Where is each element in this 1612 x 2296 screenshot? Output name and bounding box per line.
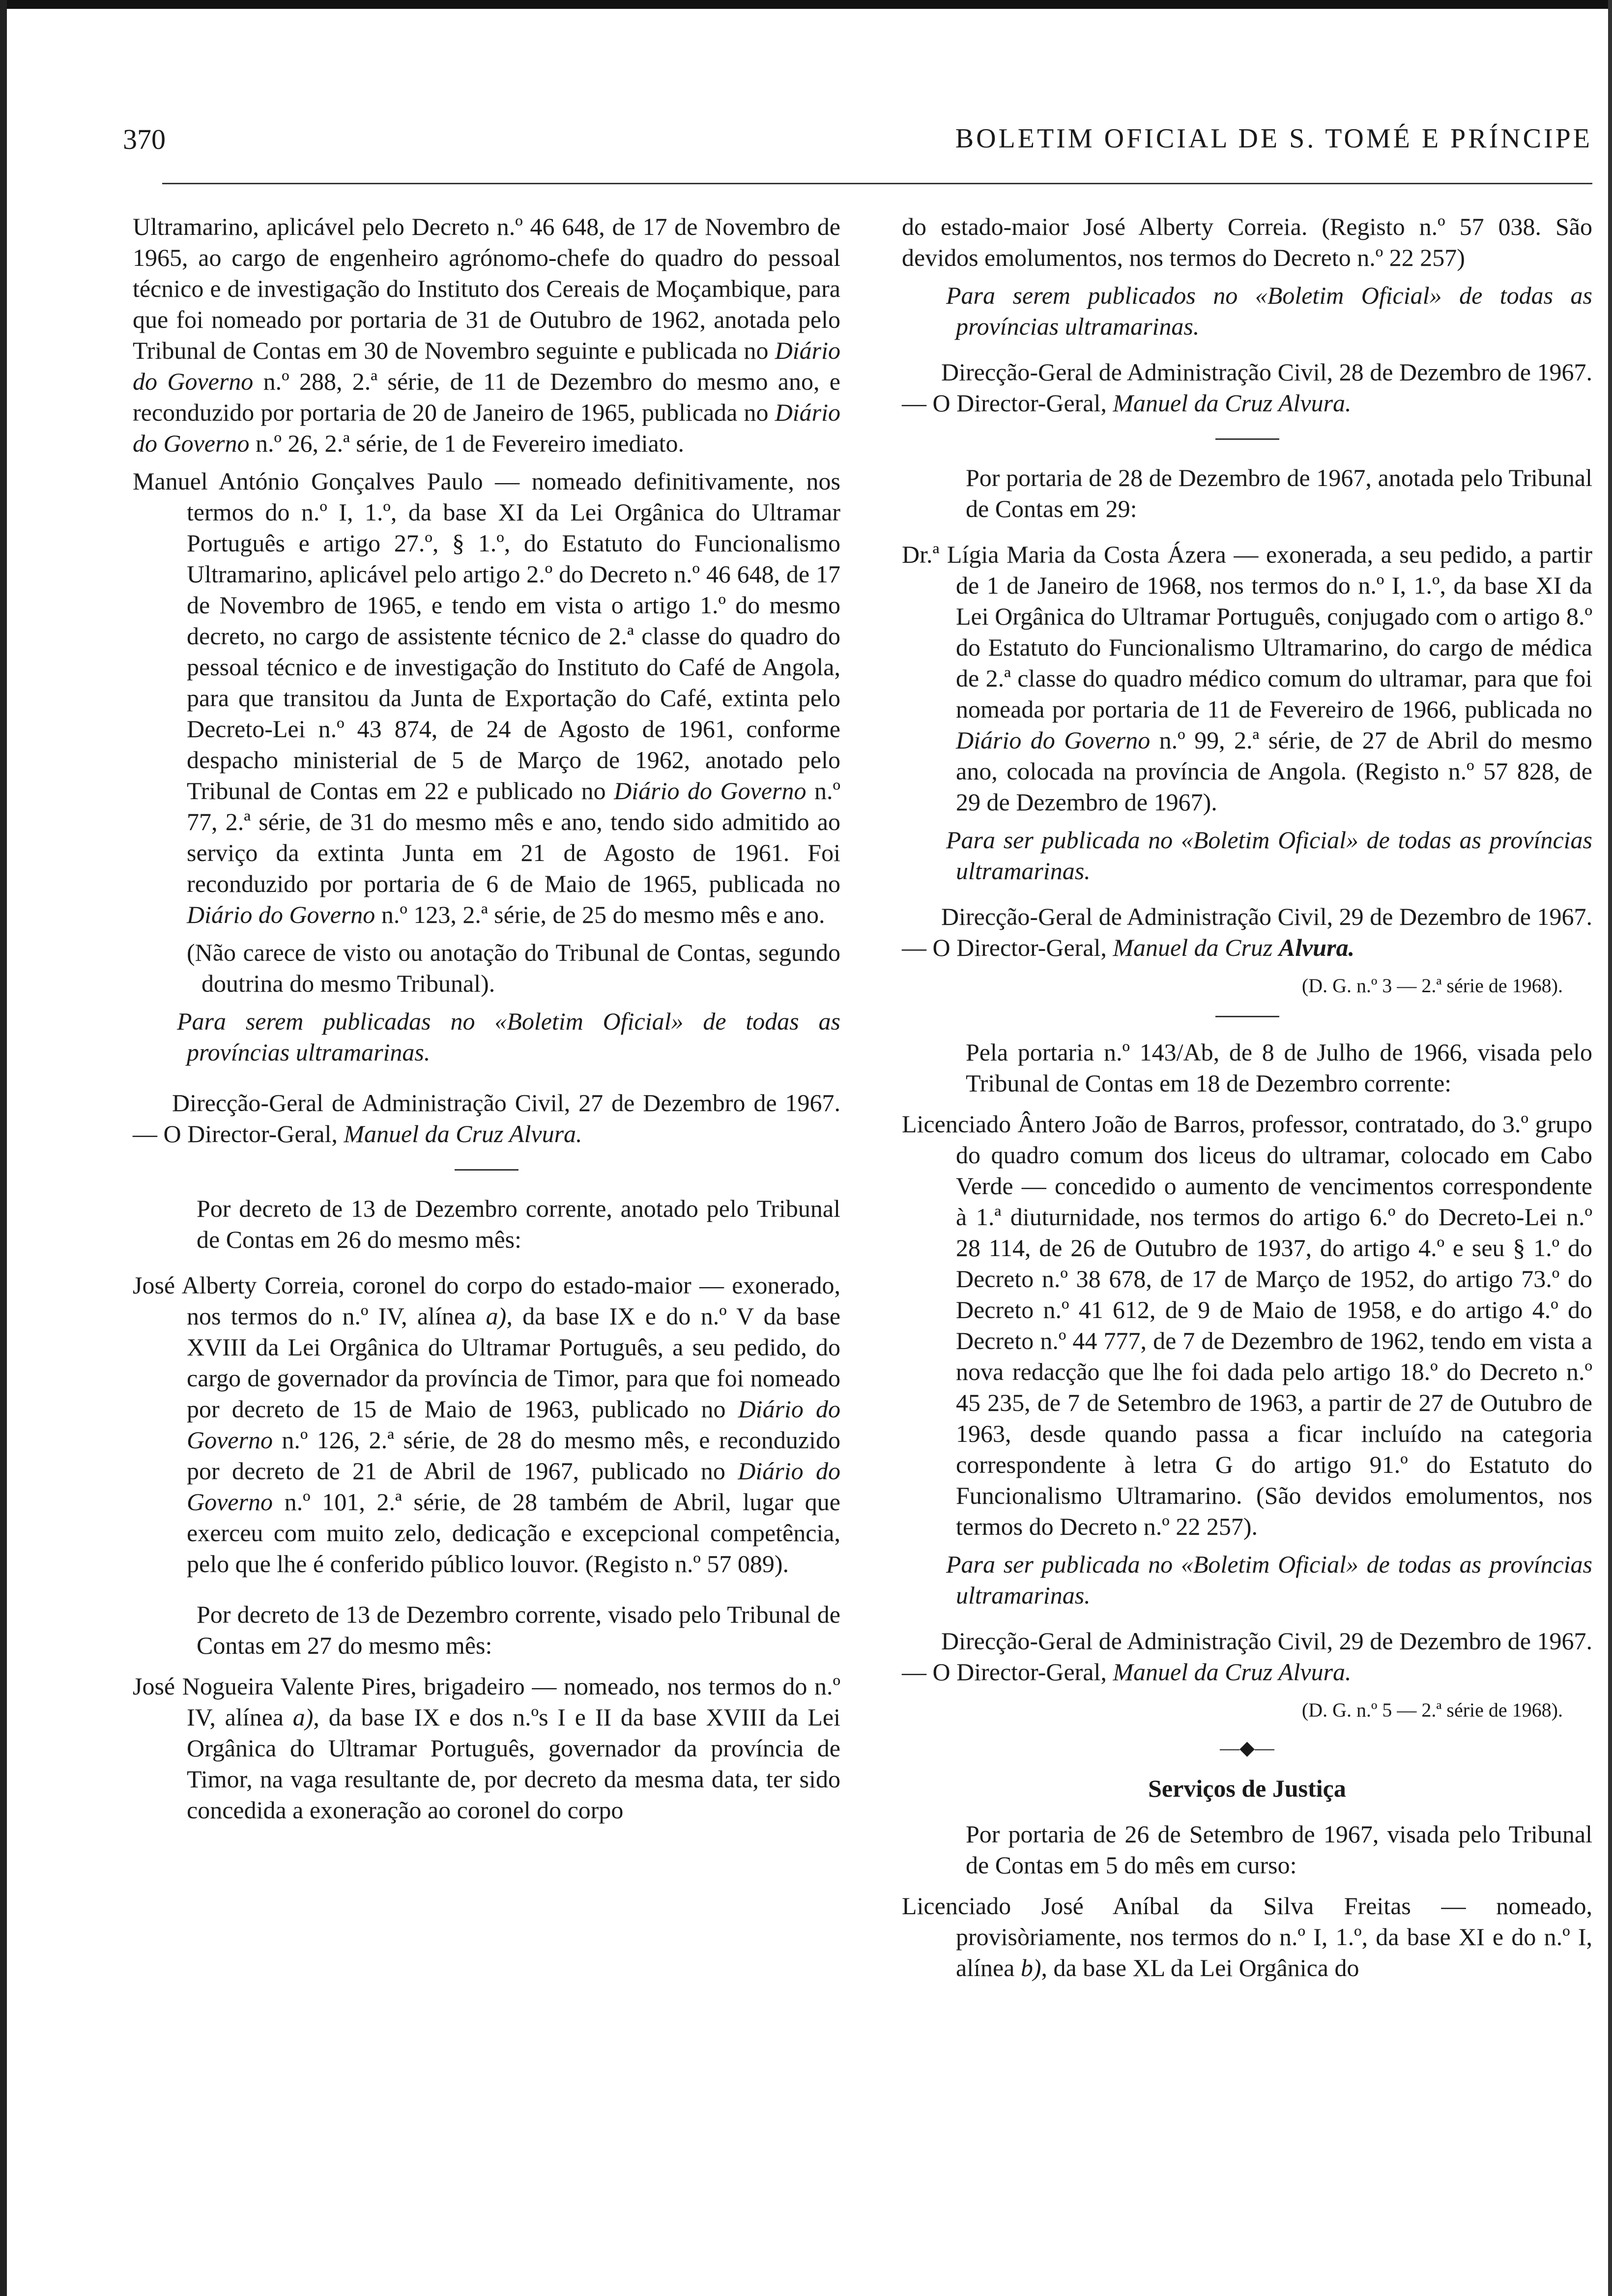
appointment-entry: José Nogueira Valente Pires, brigadeiro — nomeado, nos termos do n.º IV, alínea a), da base IX e dos n.ºs I e II da base XVIII da Lei Orgânica do Ultramar Português, governador da província de Timor, na vaga resultante de, por decreto da mesma data, ter sido concedida a exoneração ao coronel do corpo <box>133 1672 840 1824</box>
paragraph: do estado-maior José Alberty Correia. (Registo n.º 57 038. São devidos emolumentos, nos termos do Decreto n.º 22 257) <box>902 213 1592 271</box>
intro-paragraph: Por portaria de 28 de Dezembro de 1967, anotada pelo Tribunal de Contas em 29: <box>966 464 1592 522</box>
publication-note: Para ser publicada no «Boletim Oficial» de todas as províncias ultramarinas. <box>946 826 1592 885</box>
left-column <box>133 211 840 1833</box>
intro-paragraph: Por decreto de 13 de Dezembro corrente, visado pelo Tribunal de Contas em 27 do mesmo mês: <box>197 1601 840 1659</box>
signature-line: Direcção-Geral de Administração Civil, 29 de Dezembro de 1967. — O Director-Geral, Manuel da Cruz Alvura. <box>902 903 1592 961</box>
right-column <box>902 211 1592 1990</box>
publication-note: Para ser publicada no «Boletim Oficial» de todas as províncias ultramarinas. <box>946 1550 1592 1609</box>
appointment-entry: Manuel António Gonçalves Paulo — nomeado definitivamente, nos termos do n.º I, 1.º, da base XI da Lei Orgânica do Ultramar Português e artigo 27.º, § 1.º, do Estatuto do Funcionalismo Ultramarino, aplicável pelo artigo 2.º do Decreto n.º 46 648, de 17 de Novembro de 1965, e tendo em vista o artigo 1.º do mesmo decreto, no cargo de assistente técnico de 2.ª classe do quadro do pessoal técnico e de investigação do Instituto do Café de Angola, para que transitou da Junta de Exportação do Café, extinta pelo Decreto-Lei n.º 43 874, de 24 de Agosto de 1961, conforme despacho ministerial de 5 de Março de 1962, anotado pelo Tribunal de Contas em 22 e publicado no Diário do Governo n.º 77, 2.ª série, de 31 do mesmo mês e ano, tendo sido admitido ao serviço da extinta Junta em 21 de Agosto de 1961. Foi reconduzido por portaria de 6 de Maio de 1965, publicada no Diário do Governo n.º 123, 2.ª série, de 25 do mesmo mês e ano. <box>133 467 840 928</box>
dg-reference: (D. G. n.º 3 — 2.ª série de 1968). <box>1301 975 1563 997</box>
intro-paragraph: Por decreto de 13 de Dezembro corrente, anotado pelo Tribunal de Contas em 26 do mesmo mês: <box>197 1195 840 1253</box>
salary-entry: Licenciado Ântero João de Barros, professor, contratado, do 3.º grupo do quadro comum dos liceus do ultramar, colocado em Cabo Verde — concedido o aumento de vencimentos correspondente à 1.ª diuturnidade, nos termos do artigo 6.º do Decreto-Lei n.º 28 114, de 26 de Outubro de 1937, do artigo 4.º e seu § 1.º do Decreto n.º 38 678, de 17 de Março de 1952, do artigo 73.º do Decreto n.º 41 612, de 9 de Maio de 1958, e do artigo 4.º do Decreto n.º 44 777, de 7 de Dezembro de 1962, tendo em vista a nova redacção que lhe foi dada pelo artigo 18.º do Decreto n.º 45 235, de 7 de Setembro de 1963, a partir de 27 de Outubro de 1963, desde quando passa a ficar incluído na categoria correspondente à letra G do artigo 91.º do Estatuto do Funcionalismo Ultramarino. (São devidos emolumentos, nos termos do Decreto n.º 22 257). <box>902 1110 1592 1540</box>
separator-rule <box>1215 438 1279 440</box>
note: (Não carece de visto ou anotação do Tribunal de Contas, segundo doutrina do mesmo Tribunal). <box>187 939 840 997</box>
page-number: 370 <box>123 123 166 155</box>
paragraph: Ultramarino, aplicável pelo Decreto n.º 46 648, de 17 de Novembro de 1965, ao cargo de engenheiro agrónomo-chefe do quadro do pessoal técnico e de investigação do Instituto dos Cereais de Moçambique, para que foi nomeado por portaria de 31 de Outubro de 1962, anotada pelo Tribunal de Contas em 30 de Novembro seguinte e publicada no Diário do Governo n.º 288, 2.ª série, de 11 de Dezembro do mesmo ano, e reconduzido por portaria de 20 de Janeiro de 1965, publicada no Diário do Governo n.º 26, 2.ª série, de 1 de Fevereiro imediato. <box>133 213 841 457</box>
intro-paragraph: Pela portaria n.º 143/Ab, de 8 de Julho de 1966, visada pelo Tribunal de Contas em 18 de Dezembro corrente: <box>966 1038 1592 1097</box>
publication-note: Para serem publicados no «Boletim Oficial» de todas as províncias ultramarinas. <box>946 282 1592 340</box>
running-head: BOLETIM OFICIAL DE S. TOMÉ E PRÍNCIPE <box>955 123 1592 154</box>
dg-reference: (D. G. n.º 5 — 2.ª série de 1968). <box>1301 1699 1563 1721</box>
scan-top-border <box>0 0 1612 9</box>
appointment-entry: José Alberty Correia, coronel do corpo do estado-maior — exonerado, nos termos do n.º IV, alínea a), da base IX e do n.º V da base XVIII da Lei Orgânica do Ultramar Português, a seu pedido, do cargo de governador da província de Timor, para que foi nomeado por decreto de 15 de Maio de 1963, publicado no Diário do Governo n.º 126, 2.ª série, de 28 do mesmo mês, e reconduzido por decreto de 21 de Abril de 1967, publicado no Diário do Governo n.º 101, 2.ª série, de 28 também de Abril, lugar que exerceu com muito zelo, dedicação e excepcional competência, pelo que lhe é conferido público louvor. (Registo n.º 57 089). <box>133 1271 841 1578</box>
signature-line: Direcção-Geral de Administração Civil, 29 de Dezembro de 1967. — O Director-Geral, Manuel da Cruz Alvura. <box>902 1627 1592 1686</box>
separator-rule <box>1215 1016 1279 1017</box>
section-title: Serviços de Justiça <box>1148 1775 1346 1802</box>
signature-line: Direcção-Geral de Administração Civil, 28 de Dezembro de 1967. — O Director-Geral, Manuel da Cruz Alvura. <box>902 358 1592 417</box>
signature-line: Direcção-Geral de Administração Civil, 27 de Dezembro de 1967. — O Director-Geral, Manuel da Cruz Alvura. <box>133 1089 840 1148</box>
publication-note: Para serem publicadas no «Boletim Oficial» de todas as províncias ultramarinas. <box>177 1007 840 1066</box>
scan-left-border <box>0 0 7 2296</box>
scan-right-border <box>1608 0 1612 2296</box>
page-header <box>123 123 1592 162</box>
exoneration-entry: Dr.ª Lígia Maria da Costa Ázera — exonerada, a seu pedido, a partir de 1 de Janeiro de 1968, nos termos do n.º I, 1.º, da base XI da Lei Orgânica do Ultramar Português, conjugado com o artigo 8.º do Estatuto do Funcionalismo Ultramarino, do cargo de médica de 2.ª classe do quadro médico comum do ultramar, para que foi nomeada por portaria de 11 de Fevereiro de 1966, publicada no Diário do Governo n.º 99, 2.ª série, de 27 de Abril do mesmo ano, colocada na província de Angola. (Registo n.º 57 828, de 29 de Dezembro de 1967). <box>902 541 1592 816</box>
header-rule <box>162 183 1592 184</box>
separator-rule <box>455 1169 518 1171</box>
intro-paragraph: Por portaria de 26 de Setembro de 1967, visada pelo Tribunal de Contas em 5 do mês em curso: <box>966 1820 1592 1879</box>
ornament-divider: —◆— <box>1220 1737 1274 1759</box>
appointment-entry: Licenciado José Aníbal da Silva Freitas — nomeado, provisòriamente, nos termos do n.º I, 1.º, da base XI e do n.º I, alínea b), da base XL da Lei Orgânica do <box>902 1892 1592 1981</box>
